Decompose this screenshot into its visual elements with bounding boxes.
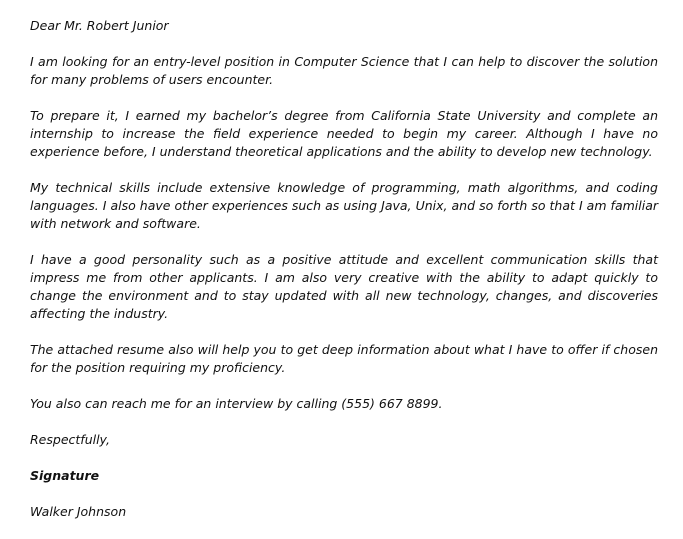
- closing: Respectfully,: [30, 432, 110, 447]
- paragraph-education: To prepare it, I earned my bachelor’s degree from California State University and complete an internship to increase the field experience needed to begin my career. Although I have no experience before, I understand theoretical applications and the ability to develop new technology.: [30, 108, 658, 159]
- paragraph-resume: The attached resume also will help you to get deep information about what I have to offer if chosen for the position requiring my proficiency.: [30, 342, 658, 375]
- salutation: Dear Mr. Robert Junior: [30, 18, 169, 33]
- paragraph-contact: You also can reach me for an interview by calling (555) 667 8899.: [30, 396, 443, 411]
- paragraph-personality: I have a good personality such as a positive attitude and excellent communication skills that impress me from other applicants. I am also very creative with the ability to adapt quickly to change the environment and to stay updated with all new technology, changes, and discoveries affecting the industry.: [30, 252, 658, 321]
- sender-name: Walker Johnson: [30, 504, 127, 519]
- cover-letter: [30, 17, 658, 539]
- paragraph-intro: I am looking for an entry-level position in Computer Science that I can help to discover the solution for many problems of users encounter.: [30, 54, 658, 87]
- signature-label: Signature: [30, 468, 100, 483]
- paragraph-skills: My technical skills include extensive knowledge of programming, math algorithms, and coding languages. I also have other experiences such as using Java, Unix, and so forth so that I am familiar with network and software.: [30, 180, 658, 231]
